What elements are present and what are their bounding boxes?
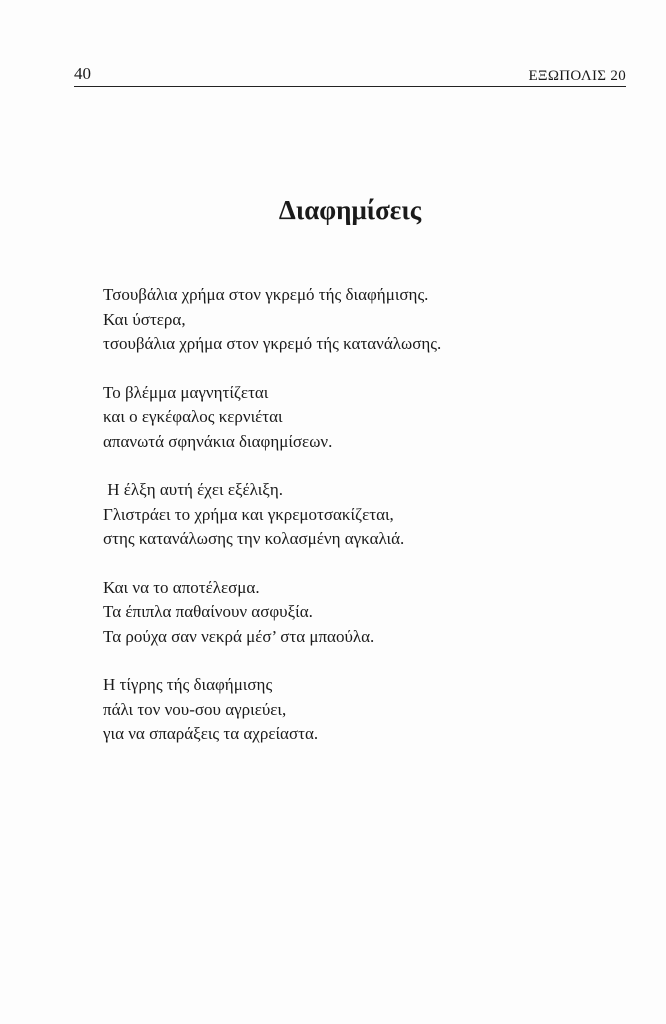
stanza-3 <box>0 478 666 552</box>
poem-line: απανωτά σφηνάκια διαφημίσεων. <box>103 431 333 451</box>
stanza-2 <box>0 381 666 455</box>
stanza-1 <box>0 283 666 357</box>
poem-line: Και να το αποτέλεσμα. <box>103 577 260 597</box>
poem-line: στης κατανάλωσης την κολασμένη αγκαλιά. <box>103 529 405 548</box>
poem-title: Διαφημίσεις <box>278 195 422 225</box>
poem-line: Τα έπιπλα παθαίνουν ασφυξία. <box>103 602 313 621</box>
page-header <box>74 62 626 87</box>
poem-line: Τσουβάλια χρήμα στον γκρεμό τής διαφήμισης. <box>103 285 429 304</box>
poem-line: για να σπαράξεις τα αχρείαστα. <box>103 724 319 743</box>
page-number: 40 <box>74 64 91 83</box>
poem-line: τσουβάλια χρήμα στον γκρεμό τής κατανάλωσης. <box>103 334 442 353</box>
poem-line: Η τίγρης τής διαφήμισης <box>103 675 273 694</box>
poem-line: Το βλέμμα μαγνητίζεται <box>103 382 269 402</box>
poem-line: Και ύστερα, <box>103 309 186 329</box>
poem-line: πάλι τον νου-σου αγριεύει, <box>103 699 287 719</box>
running-title: ΕΞΩΠΟΛΙΣ 20 <box>528 68 626 84</box>
stanza-5 <box>0 673 666 747</box>
poem-line: Τα ρούχα σαν νεκρά μέσ’ στα μπαούλα. <box>103 626 375 646</box>
poem-line: Η έλξη αυτή έχει εξέλιξη. <box>103 480 284 499</box>
stanza-4 <box>0 576 666 650</box>
poem-line: Γλιστράει το χρήμα και γκρεμοτσακίζεται, <box>103 504 394 524</box>
poem-line: και ο εγκέφαλος κερνιέται <box>103 407 283 426</box>
poem-body <box>0 283 666 771</box>
